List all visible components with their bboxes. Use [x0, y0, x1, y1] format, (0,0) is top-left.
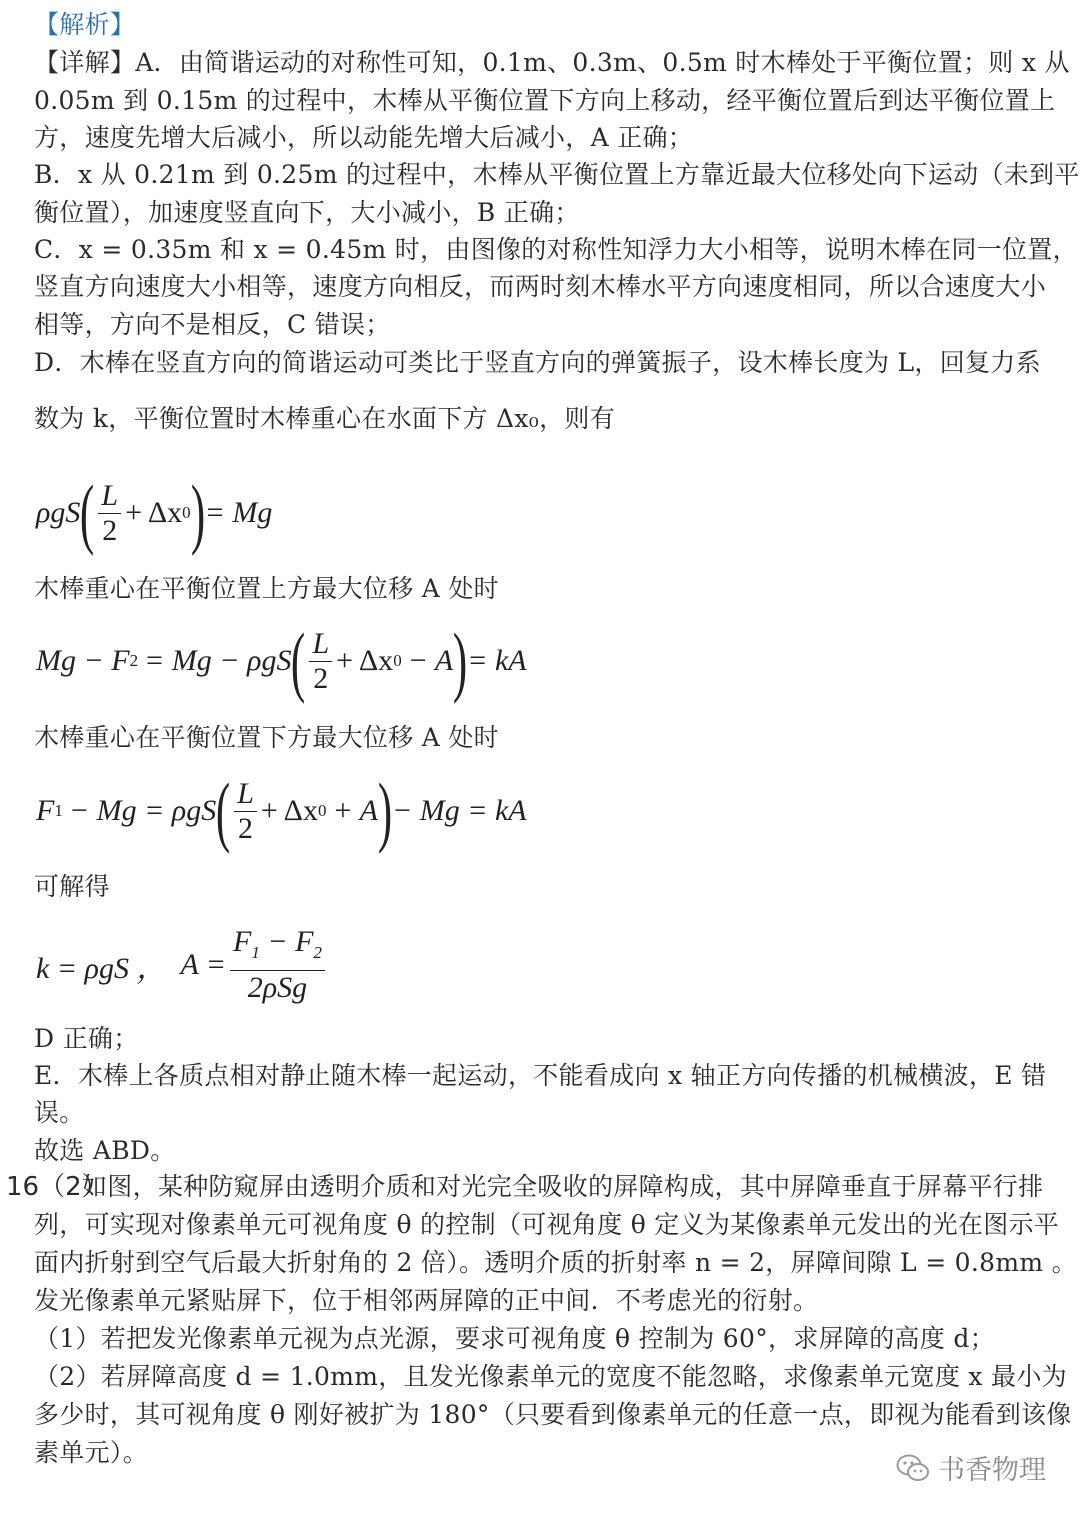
eq-part: − A: [407, 644, 454, 677]
eq-sub: 2: [129, 651, 139, 670]
fraction: [98, 479, 121, 548]
text-line: 可解得: [34, 872, 110, 901]
frac-num: [230, 925, 325, 971]
frac-den: 2: [313, 661, 329, 695]
text-line: 相等，方向不是相反，C 错误；: [34, 310, 391, 339]
question-line: （1）若把发光像素单元视为点光源，要求可视角度 θ 控制为 60°，求屏障的高度 d；: [34, 1324, 995, 1353]
text-line: 竖直方向速度大小相等，速度方向相反，而两时刻木棒水平方向速度相同，所以合速度大小: [34, 272, 1047, 301]
eq-sub: 1: [251, 943, 260, 962]
question-line: （2）若屏障高度 d = 1.0mm，且发光像素单元的宽度不能忽略，求像素单元宽度 x 最小为: [34, 1362, 1067, 1391]
eq-part: = kA: [467, 644, 527, 677]
text-line: 方，速度先增大后减小，所以动能先增大后减小，A 正确；: [34, 123, 694, 152]
eq-part: − Mg = ρgS: [68, 794, 217, 827]
question-line: 如图，某种防窥屏由透明介质和对光完全吸收的屏障构成，其中屏障垂直于屏幕平行排: [82, 1172, 1044, 1201]
fraction: [309, 627, 332, 696]
text-line: B．x 从 0.21m 到 0.25m 的过程中，木棒从平衡位置上方靠近最大位移处向下运动（未到平: [34, 160, 1080, 189]
eq-sub: 0: [182, 503, 191, 522]
eq-sub: 0: [317, 801, 327, 820]
question-line: 多少时，其可视角度 θ 刚好被扩为 180°（只要看到像素单元的任意一点，即视为能看到该像: [34, 1400, 1072, 1429]
eq-part: + Δx: [125, 496, 183, 529]
text-line: 衡位置），加速度竖直向下，大小减小，B 正确；: [34, 198, 580, 227]
wechat-icon: [896, 1453, 930, 1483]
eq-part: ρgS: [36, 496, 81, 529]
text-line: C．x = 0.35m 和 x = 0.45m 时，由图像的对称性知浮力大小相等，说明木棒在同一位置，: [34, 235, 1078, 264]
text-line: 故选 ABD。: [34, 1136, 176, 1165]
eq-part: F: [36, 794, 55, 827]
eq-sub: 1: [54, 801, 63, 820]
text-line: E．木棒上各质点相对静止随木棒一起运动，不能看成向 x 轴正方向传播的机械横波，E 错: [34, 1061, 1047, 1090]
question-line: 发光像素单元紧贴屏下，位于相邻两屏障的正中间．不考虑光的衍射。: [34, 1286, 819, 1315]
text-line: 木棒重心在平衡位置下方最大位移 A 处时: [34, 723, 499, 752]
eq-part: = Mg − ρgS: [144, 644, 292, 677]
question-line: 列，可实现对像素单元可视角度 θ 的控制（可视角度 θ 定义为某像素单元发出的光在图示平: [34, 1210, 1060, 1239]
eq-part: − Mg = kA: [391, 794, 527, 827]
eq-part: = Mg: [204, 496, 273, 529]
eq-part: F: [233, 925, 252, 958]
right-paren: ): [453, 617, 468, 704]
equation-result: [36, 925, 329, 1005]
frac-num: L: [98, 479, 121, 514]
eq-part: + Δx: [336, 644, 394, 677]
question-line: 素单元）。: [34, 1438, 149, 1467]
right-paren: ): [190, 469, 205, 556]
frac-den: 2: [102, 513, 118, 547]
equation-upper: [36, 617, 527, 704]
eq-part: − F: [259, 925, 314, 958]
text-line: 数为 k，平衡位置时木棒重心在水面下方 Δx₀，则有: [34, 404, 616, 433]
left-paren: (: [291, 617, 306, 704]
analysis-heading: 【解析】: [34, 10, 136, 39]
eq-part: A =: [180, 948, 226, 981]
frac-den: 2: [238, 811, 254, 845]
watermark: [896, 1448, 1046, 1487]
text-line: D 正确；: [34, 1024, 139, 1053]
eq-part: Mg − F: [36, 644, 130, 677]
left-paren: (: [80, 469, 95, 556]
frac-den: 2ρSg: [247, 971, 308, 1004]
eq-sub: 2: [313, 943, 322, 962]
frac-num: L: [309, 627, 332, 662]
right-paren: ): [377, 767, 393, 854]
text-line: 木棒重心在平衡位置上方最大位移 A 处时: [34, 574, 499, 603]
left-paren: (: [216, 767, 231, 854]
fraction: [230, 925, 325, 1005]
eq-part: + Δx: [260, 794, 318, 827]
text-line: 【详解】A．由简谐运动的对称性可知，0.1m、0.3m、0.5m 时木棒处于平衡位置；则 x 从: [34, 48, 1070, 77]
equation-lower: [36, 767, 527, 854]
fraction: [234, 777, 257, 846]
eq-sub: 0: [393, 651, 402, 670]
text-line: D．木棒在竖直方向的简谐运动可类比于竖直方向的弹簧振子，设木棒长度为 L，回复力系: [34, 348, 1041, 377]
question-line: 面内折射到空气后最大折射角的 2 倍）。透明介质的折射率 n = 2，屏障间隙 L = 0.8mm 。: [34, 1248, 1077, 1277]
frac-num: L: [234, 777, 257, 812]
eq-part: + A: [332, 794, 378, 827]
watermark-text: 书香物理: [938, 1455, 1046, 1486]
equation-balance: [36, 469, 273, 556]
text-line: 误。: [34, 1098, 85, 1127]
eq-part: k = ρgS ，: [36, 952, 167, 985]
text-line: 0.05m 到 0.15m 的过程中，木棒从平衡位置下方向上移动，经平衡位置后到达平衡位置上: [34, 86, 1056, 115]
question-number: 16（2）: [6, 1172, 108, 1202]
